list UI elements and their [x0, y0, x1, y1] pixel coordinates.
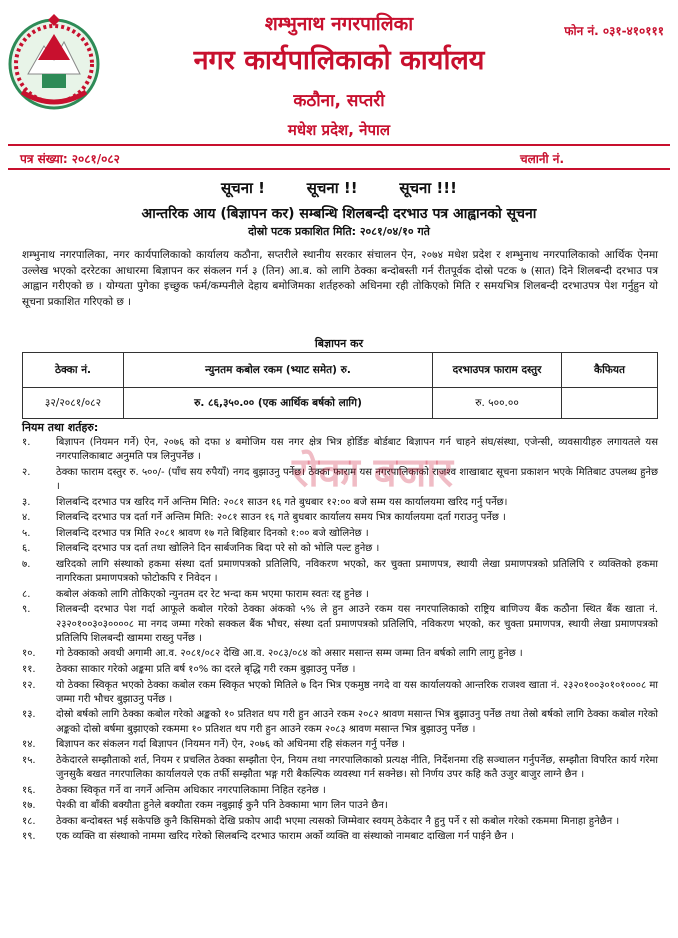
cell-min-bid: रु. ८६,३५०.०० (एक आर्थिक बर्षको लागि) — [124, 388, 433, 419]
rule-item — [22, 799, 658, 813]
rule-item — [22, 815, 658, 829]
province-name: मधेश प्रदेश, नेपाल — [287, 121, 391, 139]
reference-number: पत्र संख्या: २०८१/०८२ — [20, 152, 120, 166]
rule-item — [22, 784, 658, 798]
rule-number: १८. — [22, 815, 36, 827]
rule-text: बिज्ञापन (नियमन गर्ने) ऐन, २०७६ को दफा ४ बमोजिम यस नगर क्षेत्र भित्र होर्डिङ बोर्डबाट बिज्ञापन गर्न चाहने संघ/संस्था, एजेन्सी, व्यवसायीहरु लगायतले यस नगरपालिकाबाट अनुमति पत्र लिनुपर्नेछ । — [56, 437, 658, 463]
rule-text: शिलबन्दि दरभाउ पत्र खरिद गर्ने अन्तिम मिति: २०८१ साउन १६ गते बुधबार १२:०० बजे सम्म यस कार्यालयमा खरिद गर्नु पर्नेछ। — [56, 496, 508, 508]
header-divider-top — [8, 144, 670, 146]
rule-item — [22, 830, 658, 844]
rule-number: १७. — [22, 800, 36, 812]
rule-item — [22, 558, 658, 586]
rule-number: १२. — [22, 679, 36, 691]
rule-item — [22, 603, 658, 646]
header-form-fee: दरभाउपत्र फाराम दस्तुर — [433, 353, 562, 388]
rule-text: शिलबन्दि दरभाउ पत्र मिति २०८१ श्रावण १७ गते बिहिबार दिनको १:०० बजे खोलिनेछ । — [56, 527, 369, 539]
rule-item — [22, 647, 658, 661]
office-name: नगर कार्यपालिकाको कार्यालय — [193, 45, 485, 76]
rule-item — [22, 663, 658, 677]
rule-text: बिज्ञापन कर संकलन गर्दा बिज्ञापन (नियमन गर्ने) ऐन, २०७६ को अधिनमा रहि संकलन गर्नु पर्नेछ । — [56, 739, 406, 751]
rule-text: एक व्यक्ति वा संस्थाको नाममा खरिद गरेको सिलबन्दि दरभाउ फाराम अर्को व्यक्ति वा संस्थाको नामबाट दाखिला गर्न पाईने छैन । — [56, 831, 514, 843]
rule-number: ६. — [22, 543, 31, 555]
rule-item — [22, 738, 658, 752]
cell-form-fee: रु. ५००.०० — [433, 388, 562, 419]
rule-number: ७. — [22, 558, 31, 570]
rule-number: ३. — [22, 496, 31, 508]
rule-number: १६. — [22, 784, 36, 796]
rule-item — [22, 679, 658, 707]
office-place: कठौना, सप्तरी — [293, 91, 385, 111]
rule-number: १३. — [22, 709, 36, 721]
rule-text: ठेक्का फाराम दस्तुर रु. ५००/- (पाँच सय रुपैयाँ) नगद बुझाउनु पर्नेछ। ठेक्का फाराम यस नगरपालिकाको राजश्व शाखाबाट सूचना प्रकाशन भएके मितिबाट उपलब्ध हुनेछ । — [56, 466, 658, 492]
rule-number: १५. — [22, 754, 36, 766]
notice-subtitle: आन्तरिक आय (बिज्ञापन कर) सम्बन्धि शिलबन्दी दरभाउ पत्र आह्वानको सूचना — [141, 206, 537, 222]
rule-item — [22, 527, 658, 541]
publish-date: दोस्रो पटक प्रकाशित मिति: २०८१/०४/१० गते — [248, 225, 430, 238]
dispatch-number: चलानी नं. — [520, 152, 565, 166]
rule-text: दोस्रो बर्षको लागि ठेक्का कबोल गरेको अङ्कको १० प्रतिशत थप गरी हुन आउने रकम २०८२ श्रावण मसान्त भित्र बुझाउनु पर्नेछ तथा तेस्रो बर्षको लागि ठेक्का कबोल गरेको अङ्कको दोस्रो बर्षमा बुझाएको रकममा १० प्रतिशत थप गरी हुन आउने रकम २०८३ श्रावण मसान्त भित्र बुझाउनु पर्नेछ । — [56, 709, 658, 735]
rule-text: शिलबन्दि दरभाउ पत्र दर्ता तथा खोलिने दिन सार्बजनिक बिदा परे सो को भोलि पल्ट हुनेछ । — [56, 543, 380, 555]
rule-text: पेश्की वा बाँकी बक्यौता हुनेले बक्यौता रकम नबुझाई कुनै पनि ठेक्कामा भाग लिन पाउने छैन। — [56, 800, 388, 812]
table-row — [23, 388, 658, 419]
rule-number: ९. — [22, 604, 31, 616]
rule-text: शिलबन्दी दरभाउ पेश गर्दा आफूले कबोल गरेको ठेक्का अंकको ५% ले हुन आउने रकम यस नगरपालिकाको राष्ट्रिय बाणिज्य बैंक कठौना स्थित बैंक खाता नं. २३२०१००३०३००००८ मा नगद जम्मा गरेको सक्कल बैंक भौचर, संस्था दर्ता प्रमाणपत्रको प्रतिलिपि, नविकरण भएको, कर चुक्ता प्रमाणपत्र, स्थायी लेखा प्रमाणपत्रको प्रतिलिपि शिलबन्दी खाममा राख्नु पर्नेछ । — [56, 604, 658, 644]
table-header-row — [23, 353, 658, 388]
rule-number: ५. — [22, 527, 31, 539]
rule-item — [22, 708, 658, 736]
rule-number: ८. — [22, 588, 31, 600]
watermark-logo — [288, 440, 498, 504]
rule-number: ४. — [22, 512, 31, 524]
rule-number: १९. — [22, 831, 36, 843]
municipality-name: शम्भुनाथ नगरपालिका — [264, 13, 414, 35]
notice-title: सूचना ! सूचना !! सूचना !!! — [221, 179, 457, 197]
rule-item — [22, 542, 658, 556]
cell-contract-no: ३२/२०८१/०८२ — [23, 388, 124, 419]
header-divider-bottom — [8, 168, 670, 170]
rule-text: ठेक्का साकार गरेको अङ्कमा प्रति बर्ष १०% का दरले बृद्धि गरी रकम बुझाउनु पर्नेछ । — [56, 663, 356, 675]
header-contract-no: ठेक्का नं. — [23, 353, 124, 388]
watermark-text: रोका बजार — [292, 450, 453, 496]
cell-remarks — [562, 388, 658, 419]
rules-title: नियम तथा शर्तहरु: — [22, 421, 99, 434]
rule-number: १०. — [22, 648, 36, 660]
rule-number: १४. — [22, 739, 36, 751]
header-remarks: कैफियत — [562, 353, 658, 388]
rule-text: गो ठेक्काको अवधी अगामी आ.व. २०८१/०८२ देखि आ.व. २०८३/०८४ को असार मसान्त सम्म जम्मा तिन बर्षको लागि लागु हुनेछ । — [56, 648, 523, 660]
phone-number: फोन नं. ०३१-४१०१११ — [564, 24, 664, 38]
rule-number: २. — [22, 466, 31, 478]
intro-paragraph: शम्भुनाथ नगरपालिका, नगर कार्यपालिकाको कार्यालय कठौना, सप्तरीले स्थानीय सरकार संचालन ऐन, २०७४ मधेश प्रदेश र शम्भुनाथ नगरपालिकाको आर्थिक ऐनमा उल्लेख भएको दररेटका आधारमा बिज्ञापन कर संकलन गर्न ३ (तिन) आ.ब. को लागि ठेक्का बन्दोबस्ती गर्न रीतपूर्वक दोस्रो पटक ७ (सात) दिने शिलबन्दी दरभाउ पत्र आह्वान गरीएको छ । योग्यता पुगेका इच्छुक फर्म/कम्पनीले देहाय बमोजिमका शर्तहरुको अधिनमा रही तोकिएको मिति र समयभित्र शिलबन्दी दरभाउपत्र पेश गर्नुहुन यो सूचना प्रकाशित गरिएको छ । — [22, 249, 658, 308]
rule-text: शिलबन्दि दरभाउ पत्र दर्ता गर्ने अन्तिम मिति: २०८१ साउन १६ गते बुधबार कार्यालय समय भित्र कार्यालयमा दर्ता गराउनु पर्नेछ । — [56, 512, 506, 524]
table-title: बिज्ञापन कर — [314, 337, 364, 350]
rule-text: कबोल अंकको लागि तोकिएको न्युनतम दर रेट भन्दा कम भएमा फाराम स्वतः रद्द हुनेछ । — [56, 588, 369, 600]
rule-text: ठेकेदारले सम्झौताको शर्त, नियम र प्रचलित ठेक्का सम्झौता ऐन, नियम तथा नगरपालिकाको प्रत्यक्ष नीति, निर्देशनमा रहि सञ्चालन गर्नुपर्नेछ, सम्झौता विपरित कार्य गरेमा जुनसुकै बखत नगरपालिका कार्यालयले एक तर्फी सम्झौता भङ्ग गरी बैकल्पिक व्यवस्था गर्न सक्नेछ। सो निर्णय उपर कहि कतै उजुर बाजुर लाग्ने छैन । — [56, 754, 658, 780]
tender-table — [22, 352, 658, 419]
rule-text: ठेक्का स्विकृत गर्ने वा नगर्ने अन्तिम अधिकार नगरपालिकामा निहित रहनेछ । — [56, 784, 326, 796]
rule-text: ठेक्का बन्दोबस्त भई सकेपछि कुनै किसिमको देखि प्रकोप आदी भएमा त्यसको जिम्मेवार स्वयम् ठेकेदार नै हुनु पर्ने र सो कबोल गरेको रकममा मिनाहा हुनेछैन । — [56, 815, 620, 827]
rule-item — [22, 754, 658, 782]
rule-number: १. — [22, 437, 31, 448]
rule-number: ११. — [22, 663, 36, 675]
header-min-bid: न्युनतम कबोल रकम (भ्याट समेत) रु. — [124, 353, 433, 388]
rule-item — [22, 511, 658, 525]
rule-item — [22, 588, 658, 602]
rule-text: खरिदको लागि संस्थाको हकमा संस्था दर्ता प्रमाणपत्रको प्रतिलिपि, नविकरण भएको, कर चुक्ता प्रमाणपत्र, स्थायी लेखा प्रमाणपत्रको प्रतिलिपि र व्यक्तिको हकमा नागरिकता प्रमाणपत्रको फोटोकपि र निवेदन । — [56, 558, 658, 585]
rule-text: यो ठेक्का स्विकृत भएको ठेक्का कबोल रकम स्विकृत भएको मितिले ७ दिन भित्र एकमुष्ठ नगदे वा यस कार्यालयको आन्तरिक राजश्व खाता नं. २३२०१००३०१०१०००८ मा जम्मा गरी भौचर बुझाउनु पर्नेछ । — [56, 679, 658, 705]
